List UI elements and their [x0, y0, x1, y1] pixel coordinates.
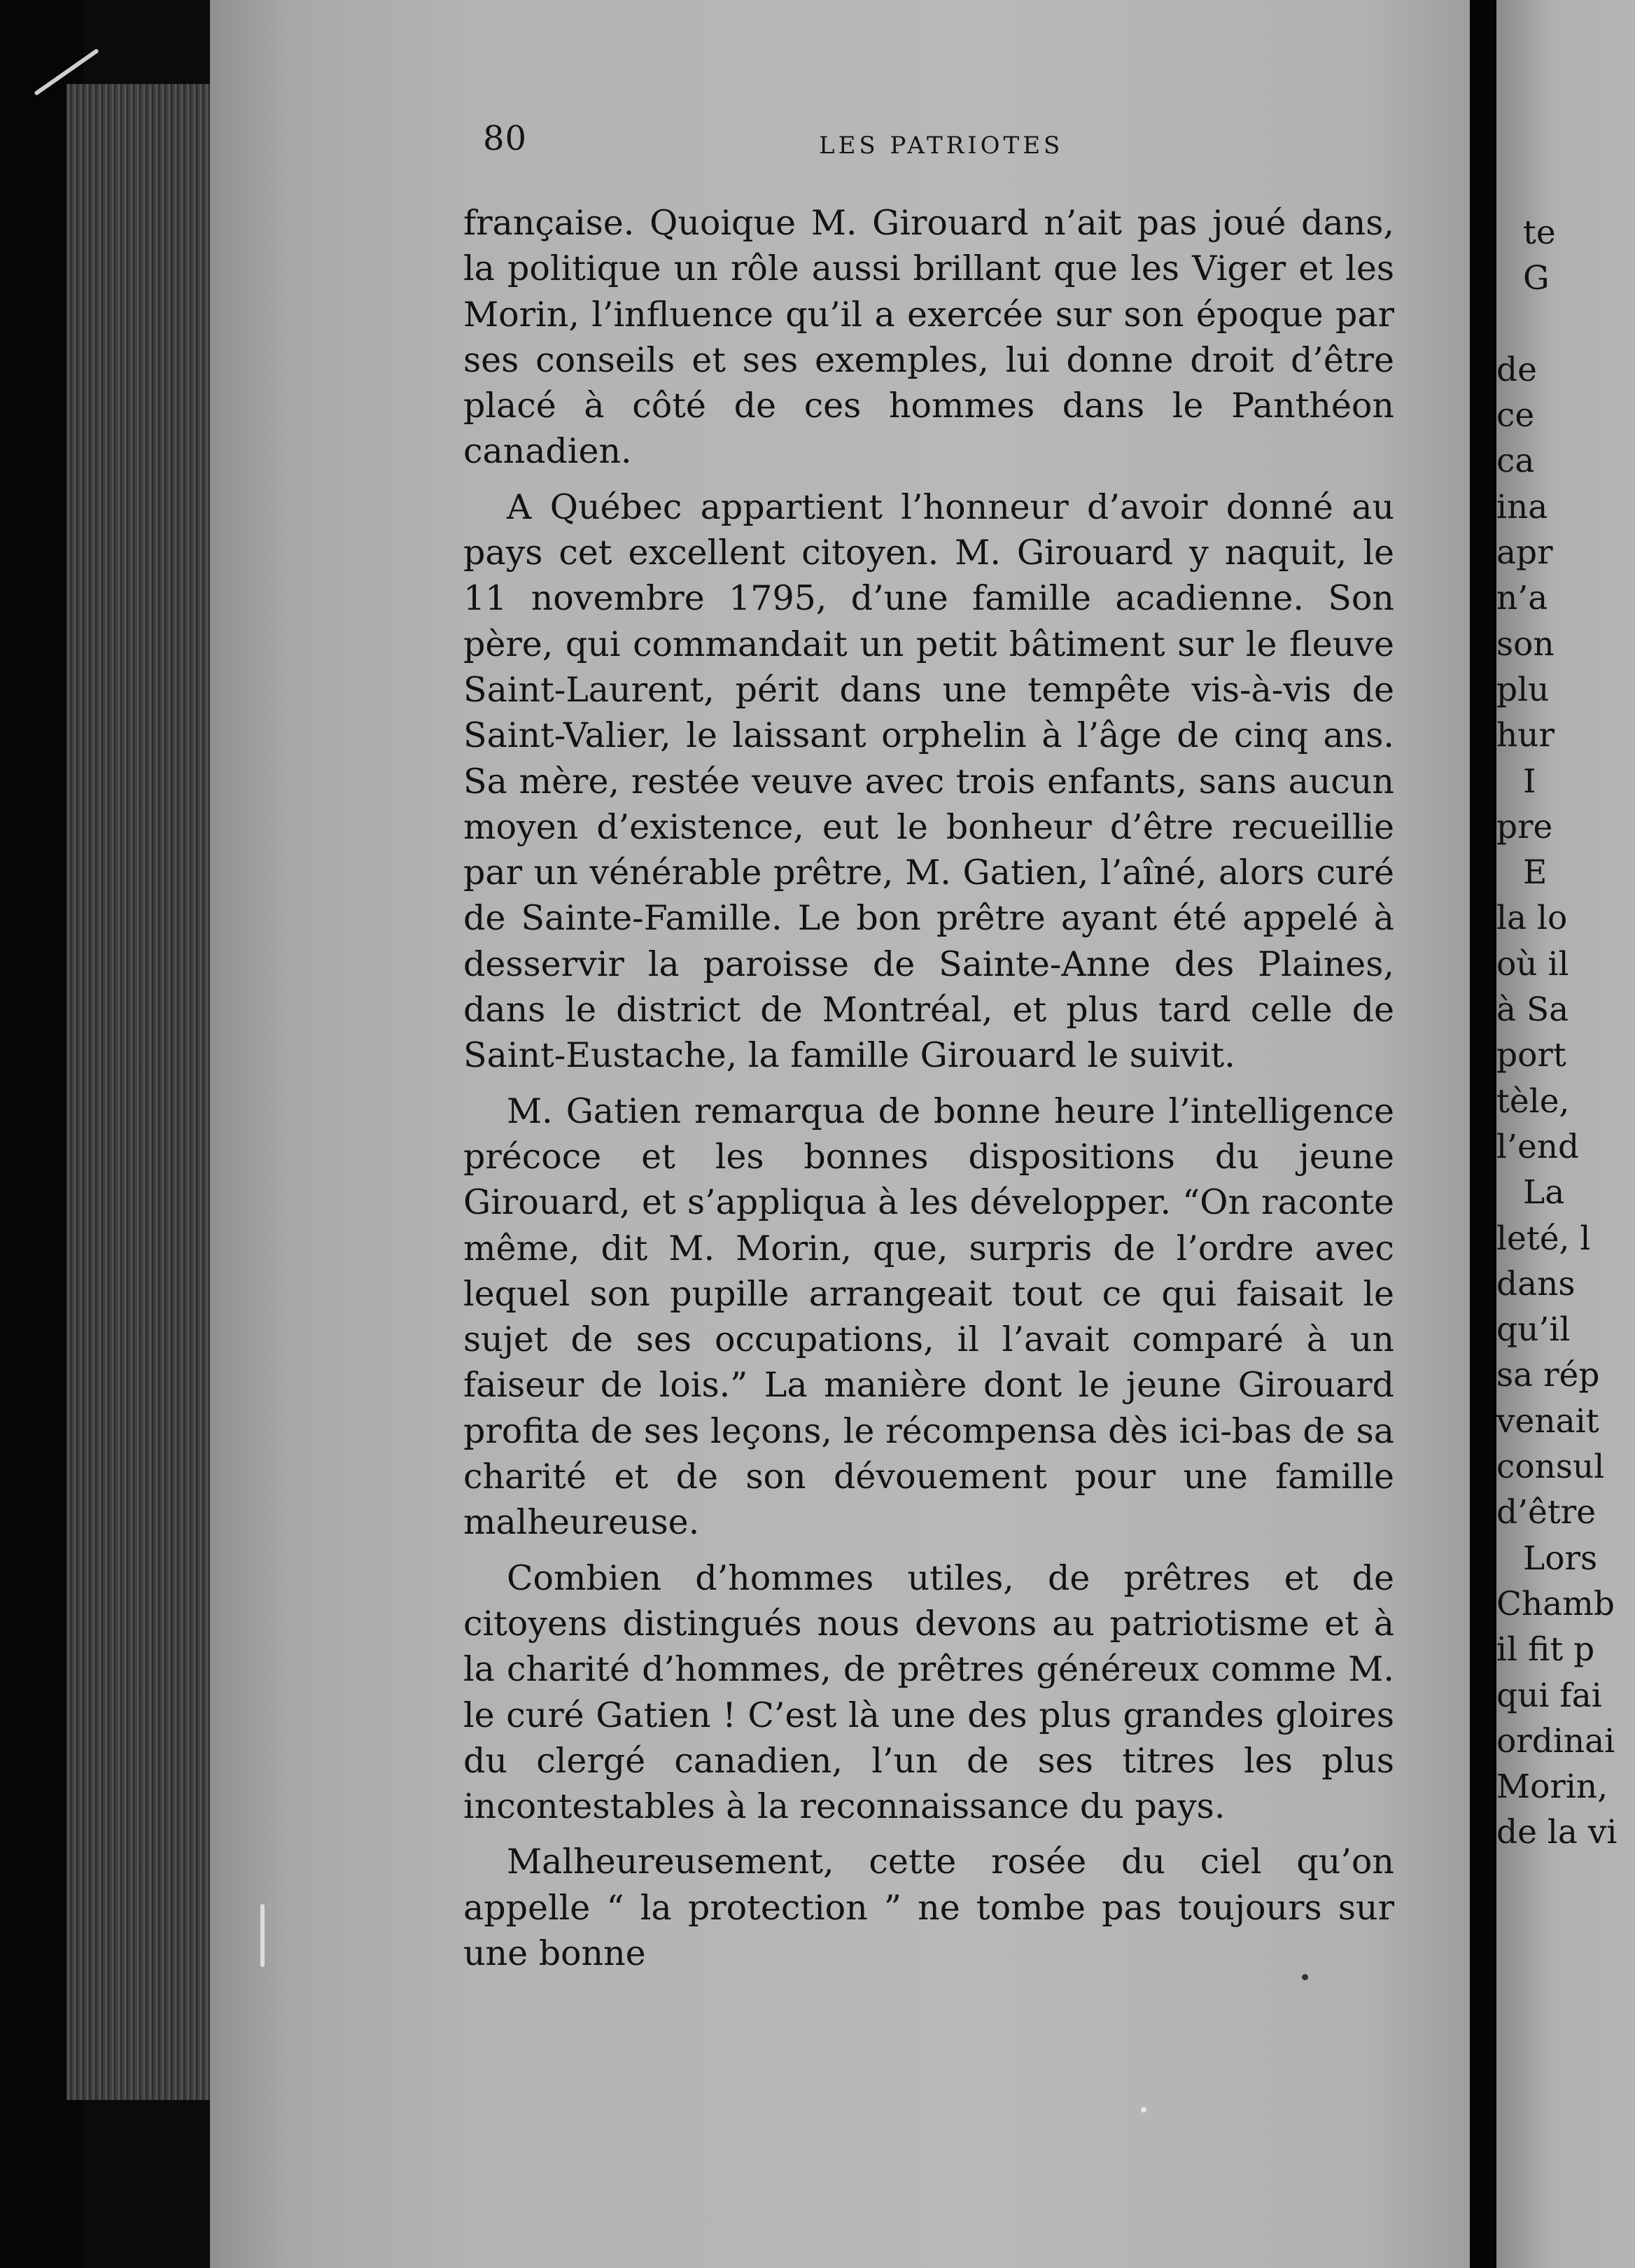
facing-line: qui fai: [1496, 1676, 1602, 1715]
facing-line: tèle,: [1496, 1082, 1570, 1121]
paragraph-5: Malheureusement, cette rosée du ciel qu’on appelle “ la protection ” ne tombe pas toujours sur une bonne: [463, 1842, 1394, 1973]
facing-line: G: [1523, 259, 1550, 298]
facing-line: Lors: [1523, 1539, 1598, 1578]
book-gutter: [1470, 0, 1496, 2268]
facing-line: leté, l: [1496, 1219, 1591, 1258]
paragraph-3: M. Gatien remarqua de bonne heure l’intelligence précoce et les bonnes dispositions du jeune Girouard, et s’appliqua à les développer. “On raconte même, dit M. Morin, que, surpris de l’ordre avec lequel son pupille arrangeait tout ce qui faisait le sujet de ses occupations, il l’avait comparé à un faiseur de lois.” La manière dont le jeune Girouard profita de ses leçons, le récompensa dès ici-bas de sa charité et de son dévouement pour une famille malheureuse.: [463, 1091, 1394, 1543]
facing-line: dans: [1496, 1264, 1576, 1303]
facing-line: [1496, 302, 1635, 347]
page-body: [463, 200, 1394, 1976]
facing-line: ca: [1496, 442, 1535, 481]
paragraph-2: A Québec appartient l’honneur d’avoir donné au pays cet excellent citoyen. M. Girouard y naquit, le 11 novembre 1795, d’une famille acadienne. Son père, qui commandait un petit bâtiment sur le fleuve Saint-Laurent, périt dans une tempête vis-à-vis de Saint-Valier, le laissant orphelin à l’âge de cinq ans. Sa mère, restée veuve avec trois enfants, sans aucun moyen d’existence, eut le bonheur d’être recueillie par un vénérable prêtre, M. Gatien, l’aîné, alors curé de Sainte-Famille. Le bon prêtre ayant été appelé à desservir la paroisse de Sainte-Anne des Plaines, dans le district de Montréal, et plus tard celle de Saint-Eustache, la famille Girouard le suivit.: [463, 486, 1394, 1076]
facing-line: son: [1496, 624, 1555, 664]
facing-line: pre: [1496, 807, 1553, 846]
paragraph-4: Combien d’hommes utiles, de prêtres et de citoyens distingués nous devons au patriotisme et à la charité d’hommes, de prêtres généreux comme M. le curé Gatien ! C’est là une des plus grandes gloires du clergé canadien, l’un de ses titres les plus incontestables à la reconnaissance du pays.: [463, 1558, 1394, 1827]
facing-line: d’être: [1496, 1493, 1597, 1532]
facing-line: apr: [1496, 533, 1553, 573]
facing-line: de: [1496, 350, 1537, 389]
facing-line: I: [1523, 762, 1536, 801]
page-number: 80: [483, 119, 528, 158]
facing-page: [1496, 0, 1635, 2268]
scan-speck: [1141, 2107, 1146, 2113]
facing-line: ce: [1496, 396, 1535, 435]
facing-line: venait: [1496, 1401, 1599, 1441]
facing-line: hur: [1496, 716, 1555, 755]
facing-line: Morin,: [1496, 1768, 1608, 1807]
book-page-edges: [66, 84, 227, 2100]
scan-speck: [260, 1904, 265, 1967]
facing-line: sa rép: [1496, 1356, 1600, 1395]
facing-line: Chamb: [1496, 1584, 1615, 1623]
facing-line: ina: [1496, 487, 1548, 526]
facing-line: consul: [1496, 1448, 1605, 1487]
facing-line: ordinai: [1496, 1721, 1615, 1760]
facing-line: à Sa: [1496, 990, 1569, 1030]
page-header: [483, 119, 1400, 175]
facing-line: E: [1523, 853, 1548, 892]
facing-line: de la vi: [1496, 1813, 1618, 1852]
scan-speck: [1302, 1974, 1308, 1980]
facing-line: plu: [1496, 670, 1550, 709]
facing-line: la lo: [1496, 899, 1568, 938]
facing-line: il fit p: [1496, 1630, 1595, 1670]
facing-line: n’a: [1496, 579, 1548, 618]
facing-line: te: [1523, 214, 1556, 252]
facing-line: où il: [1496, 944, 1569, 983]
facing-line: l’end: [1496, 1127, 1580, 1166]
facing-line: qu’il: [1496, 1310, 1571, 1350]
paragraph-1: française. Quoique M. Girouard n’ait pas joué dans, la politique un rôle aussi brillant que les Viger et les Morin, l’influence qu’il a exercée sur son époque par ses conseils et ses exemples, lui donne droit d’être placé à côté de ces hommes dans le Panthéon canadien.: [463, 203, 1394, 472]
facing-line: La: [1523, 1173, 1565, 1212]
facing-page-text: [1496, 210, 1635, 1856]
running-title: LES PATRIOTES: [819, 132, 1064, 160]
facing-line: port: [1496, 1036, 1566, 1075]
